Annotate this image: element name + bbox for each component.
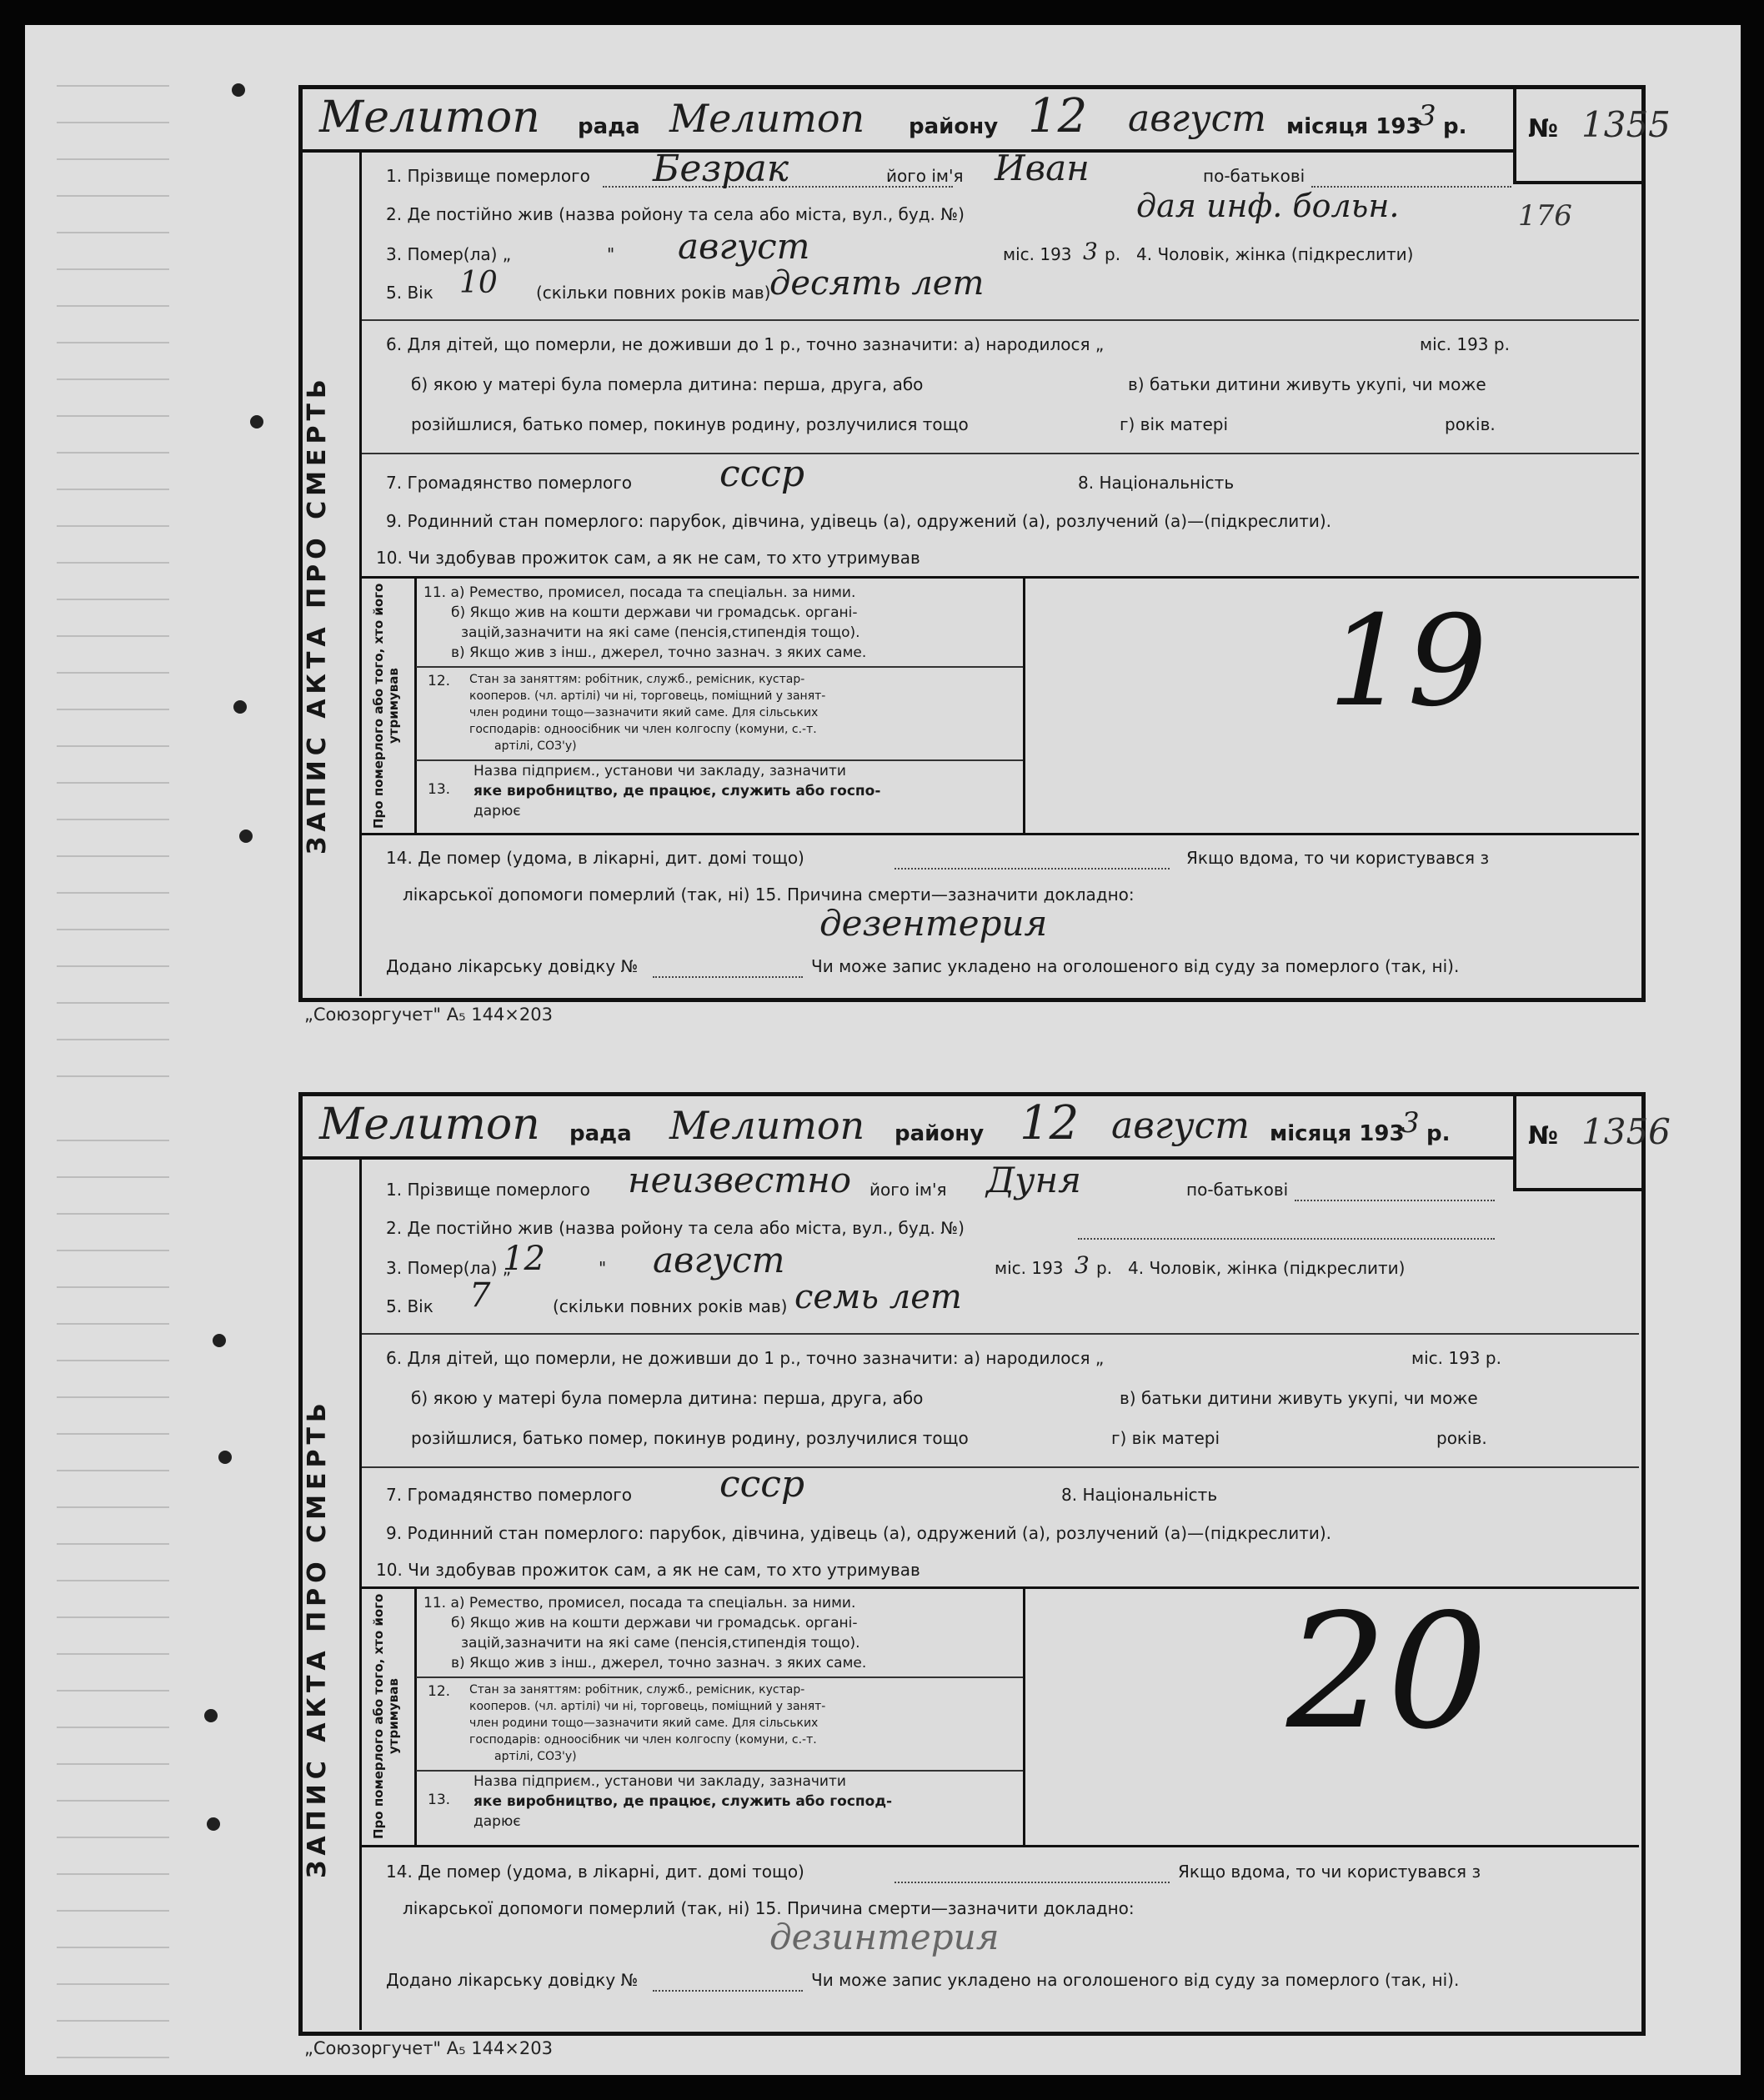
month-handwritten: август xyxy=(1111,1105,1250,1147)
form-1-footer: „Союзоргучет" А₅ 144×203 xyxy=(304,1005,553,1025)
field-6c-mid: г) вік матері xyxy=(1111,1428,1220,1448)
row-divider xyxy=(416,1676,1023,1678)
rayonu-label: району xyxy=(895,1121,985,1146)
field-16-end: Чи може запис укладено на оголошеного від суду за померлого (так, ні). xyxy=(811,956,1460,976)
council-handwritten: Мелитоп xyxy=(319,93,540,143)
surname-handwritten: Безрак xyxy=(653,148,789,190)
field-9-label: 9. Родинний стан померлого: парубок, дівчина, удівець (а), одружений (а), розлучений (а)—(підкреслити). xyxy=(386,1523,1332,1543)
field-6c-end: років. xyxy=(1436,1428,1487,1448)
field-1-label: 1. Прізвище померлого xyxy=(386,1180,590,1200)
section-divider xyxy=(362,833,1639,835)
row-divider xyxy=(362,1333,1639,1335)
age-note: (скільки повних років мав) xyxy=(536,283,771,303)
field-2-line xyxy=(1078,1238,1495,1240)
death-record-form-2 xyxy=(298,1092,1671,2036)
cause-handwritten: дезентерия xyxy=(819,903,1048,944)
field-6a-label: 6. Для дітей, що померли, не доживши до 1 р., точно зазначити: а) народилося „ xyxy=(386,1348,1105,1368)
field-8-label: 8. Національність xyxy=(1061,1485,1218,1505)
age-note: (скільки повних років мав) xyxy=(553,1296,788,1316)
rada-label: рада xyxy=(578,114,640,139)
field-12-num: 12. xyxy=(428,673,451,689)
field-16-line xyxy=(653,1990,803,1992)
death-year-label: міс. 193 xyxy=(995,1258,1064,1278)
citizenship-handwritten: ссср xyxy=(719,1463,805,1506)
field-6c-mid: г) вік матері xyxy=(1120,414,1228,434)
punch-hole xyxy=(233,700,247,714)
field-11b-1: б) Якщо жив на кошти держави чи громадськ. органі- xyxy=(451,604,858,621)
field-14-label: 14. Де помер (удома, в лікарні, дит. домі тощо) xyxy=(386,848,804,868)
record-number-box xyxy=(1513,1096,1671,1191)
section-divider xyxy=(362,576,1639,579)
field-14-label: 14. Де помер (удома, в лікарні, дит. домі тощо) xyxy=(386,1862,804,1882)
field-13-num: 13. xyxy=(428,1792,451,1808)
field-6b-label: б) якою у матері була померла дитина: перша, друга, або xyxy=(411,1388,924,1408)
field-7-label: 7. Громадянство померлого xyxy=(386,473,633,493)
field-1-label: 1. Прізвище померлого xyxy=(386,166,590,186)
field-11c: в) Якщо жив з інш., джерел, точно зазнач. з яких саме. xyxy=(451,1655,867,1671)
name-handwritten: Дуня xyxy=(986,1160,1081,1200)
age-words-handwritten: семь лет xyxy=(794,1278,962,1316)
age-words-handwritten: десять лет xyxy=(769,264,985,303)
name-handwritten: Иван xyxy=(995,148,1090,188)
age-handwritten: 10 xyxy=(459,266,498,300)
death-record-form-1 xyxy=(298,85,1671,1002)
field-16-label: Додано лікарську довідку № xyxy=(386,1970,639,1990)
field-4-label: 4. Чоловік, жінка (підкреслити) xyxy=(1128,1258,1406,1278)
field-9-label: 9. Родинний стан померлого: парубок, дівчина, удівець (а), одружений (а), розлучений (а)—(підкреслити). xyxy=(386,511,1332,531)
council-handwritten: Мелитоп xyxy=(319,1100,540,1150)
year-r-label: р. xyxy=(1426,1121,1451,1146)
sub-divider xyxy=(414,578,417,833)
field-10-label: 10. Чи здобував прожиток сам, а як не сам, то хто утримував xyxy=(376,1560,920,1580)
side-divider xyxy=(359,153,362,996)
form-header xyxy=(303,89,1513,153)
record-number-box xyxy=(1513,89,1671,233)
field-2-label: 2. Де постійно жив (назва ройону та села або міста, вул., буд. №) xyxy=(386,204,965,224)
number-sign: № xyxy=(1528,114,1559,143)
death-day-handwritten: 12 xyxy=(503,1240,545,1278)
death-year-r-label: р. xyxy=(1105,244,1121,264)
rada-label: рада xyxy=(569,1121,632,1146)
field-13-num: 13. xyxy=(428,781,451,798)
punch-hole xyxy=(232,83,245,97)
field-6a-end: міс. 193 р. xyxy=(1420,334,1510,354)
punch-hole xyxy=(207,1817,220,1831)
punch-hole xyxy=(213,1334,226,1347)
patronymic-label: по-батькові xyxy=(1186,1180,1289,1200)
row-divider xyxy=(362,453,1639,454)
side-divider xyxy=(359,1160,362,2030)
citizenship-handwritten: ссср xyxy=(719,453,805,495)
punch-hole xyxy=(250,415,263,429)
ruled-margin-top xyxy=(57,50,169,1080)
day-handwritten: 12 xyxy=(1020,1096,1080,1150)
entry-number-handwritten: 19 xyxy=(1328,589,1487,734)
name-label: його ім'я xyxy=(886,166,964,186)
field-11c: в) Якщо жив з інш., джерел, точно зазнач. з яких саме. xyxy=(451,644,867,661)
record-number-handwritten: 1355 xyxy=(1581,104,1671,145)
death-month-handwritten: август xyxy=(653,1240,785,1281)
side-title: ЗАПИС АКТА ПРО СМЕРТЬ xyxy=(303,1398,332,1878)
field-12-line-2: кооперов. (чл. артілі) чи ні, торговець, поміщний у занят- xyxy=(469,689,826,703)
sub-side-title: Про померлого або того, хто його утримував xyxy=(371,1593,401,1840)
field-14b-label: лікарської допомоги померлий (так, ні) 15. Причина смерти—зазначити докладно: xyxy=(403,885,1135,905)
district-handwritten: Мелитоп xyxy=(669,96,865,141)
number-sign: № xyxy=(1528,1121,1559,1150)
field-12-line-1: Стан за заняттям: робітник, служб., ремісник, кустар- xyxy=(469,673,805,686)
ruled-margin-bottom xyxy=(57,1105,169,2063)
answer-column-divider xyxy=(1023,578,1025,833)
field-12-line-1: Стан за заняттям: робітник, служб., ремісник, кустар- xyxy=(469,1683,805,1697)
death-year-label: міс. 193 xyxy=(1003,244,1072,264)
field-6a-label: 6. Для дітей, що померли, не доживши до 1 р., точно зазначити: а) народилося „ xyxy=(386,334,1105,354)
entry-number-handwritten: 20 xyxy=(1286,1580,1488,1764)
residence-handwritten: дая инф. больн. xyxy=(1136,188,1400,224)
field-12-line-5: артілі, СОЗ'у) xyxy=(494,1750,577,1763)
field-14-end: Якщо вдома, то чи користувався з xyxy=(1186,848,1490,868)
field-12-line-3: член родини тощо—зазначити який саме. Для сільських xyxy=(469,1717,819,1730)
field-14-line xyxy=(895,868,1170,870)
field-6c-label: розійшлися, батько помер, покинув родину, розлучилися тощо xyxy=(411,414,969,434)
field-12-line-5: артілі, СОЗ'у) xyxy=(494,739,577,753)
field-11a: 11. а) Ремество, промисел, посада та спеціальн. за ними. xyxy=(423,584,856,601)
death-year-handwritten: 3 xyxy=(1083,238,1098,265)
field-2-label: 2. Де постійно жив (назва ройону та села або міста, вул., буд. №) xyxy=(386,1218,965,1238)
surname-handwritten: неизвестно xyxy=(628,1160,852,1200)
field-13-line-1: Назва підприєм., установи чи закладу, зазначити xyxy=(474,1773,846,1790)
field-6a-end: міс. 193 р. xyxy=(1411,1348,1501,1368)
field-16-label: Додано лікарську довідку № xyxy=(386,956,639,976)
field-13-line-1: Назва підприєм., установи чи закладу, зазначити xyxy=(474,763,846,779)
row-divider xyxy=(362,1466,1639,1468)
sub-divider xyxy=(414,1588,417,1845)
field-3-quote: " xyxy=(599,1258,607,1278)
patronymic-label: по-батькові xyxy=(1203,166,1305,186)
patronymic-line xyxy=(1295,1200,1495,1201)
punch-hole xyxy=(204,1709,218,1722)
field-12-line-2: кооперов. (чл. артілі) чи ні, торговець, поміщний у занят- xyxy=(469,1700,826,1713)
field-3-quote: " xyxy=(607,244,615,264)
field-11b-1: б) Якщо жив на кошти держави чи громадськ. органі- xyxy=(451,1615,858,1631)
month-label: місяця 193 xyxy=(1286,114,1421,139)
field-6b-label: б) якою у матері була померла дитина: перша, друга, або xyxy=(411,374,924,394)
field-14-line xyxy=(895,1882,1170,1883)
month-handwritten: август xyxy=(1128,98,1266,140)
row-divider xyxy=(362,319,1639,321)
field-14b-label: лікарської допомоги померлий (так, ні) 15. Причина смерти—зазначити докладно: xyxy=(403,1898,1135,1918)
field-7-label: 7. Громадянство померлого xyxy=(386,1485,633,1505)
day-handwritten: 12 xyxy=(1028,89,1088,143)
field-13-line-2: яке виробництво, де працює, служить або госпо- xyxy=(474,783,881,799)
district-handwritten: Мелитоп xyxy=(669,1103,865,1148)
field-11a: 11. а) Ремество, промисел, посада та спеціальн. за ними. xyxy=(423,1595,856,1611)
field-12-line-3: член родини тощо—зазначити який саме. Для сільських xyxy=(469,706,819,719)
form-header xyxy=(303,1096,1513,1160)
death-year-r-label: р. xyxy=(1096,1258,1113,1278)
field-10-label: 10. Чи здобував прожиток сам, а як не сам, то хто утримував xyxy=(376,548,920,568)
field-5-label: 5. Вік xyxy=(386,283,433,303)
sub-side-title: Про померлого або того, хто його утримував xyxy=(371,583,401,829)
field-16-end: Чи може запис укладено на оголошеного від суду за померлого (так, ні). xyxy=(811,1970,1460,1990)
year-r-label: р. xyxy=(1443,114,1467,139)
field-3-label: 3. Помер(ла) „ xyxy=(386,244,512,264)
cause-handwritten: дезинтерия xyxy=(769,1917,1000,1957)
field-6b-end: в) батьки дитини живуть укупі, чи може xyxy=(1128,374,1486,394)
answer-column-divider xyxy=(1023,1588,1025,1845)
year-handwritten: 3 xyxy=(1418,99,1436,133)
field-16-line xyxy=(653,976,803,978)
form-2-footer: „Союзоргучет" А₅ 144×203 xyxy=(304,2038,553,2058)
field-11b-2: зацій,зазначити на які саме (пенсія,стипендія тощо). xyxy=(461,1635,860,1651)
field-12-num: 12. xyxy=(428,1683,451,1700)
field-6c-label: розійшлися, батько помер, покинув родину, розлучилися тощо xyxy=(411,1428,969,1448)
field-11b-2: зацій,зазначити на які саме (пенсія,стипендія тощо). xyxy=(461,624,860,641)
field-5-label: 5. Вік xyxy=(386,1296,433,1316)
row-divider xyxy=(416,666,1023,668)
death-month-handwritten: август xyxy=(678,226,810,267)
punch-hole xyxy=(218,1451,232,1464)
record-number-handwritten: 1356 xyxy=(1581,1111,1671,1152)
field-12-line-4: господарів: одноосібник чи член колгоспу (комуни, с.-т. xyxy=(469,723,817,736)
field-13-line-2: яке виробництво, де працює, служить або господ- xyxy=(474,1793,893,1810)
field-6b-end: в) батьки дитини живуть укупі, чи може xyxy=(1120,1388,1478,1408)
name-label: його ім'я xyxy=(869,1180,947,1200)
row-divider xyxy=(416,1770,1023,1772)
field-3-label: 3. Помер(ла) „ xyxy=(386,1258,512,1278)
field-13-line-3: дарює xyxy=(474,1813,521,1830)
row-divider xyxy=(416,759,1023,761)
extra-number-handwritten: 176 xyxy=(1518,199,1572,233)
death-year-handwritten: 3 xyxy=(1075,1251,1090,1279)
field-12-line-4: господарів: одноосібник чи член колгоспу (комуни, с.-т. xyxy=(469,1733,817,1747)
year-handwritten: 3 xyxy=(1401,1106,1420,1140)
age-handwritten: 7 xyxy=(469,1276,491,1315)
field-13-line-3: дарює xyxy=(474,803,521,819)
field-8-label: 8. Національність xyxy=(1078,473,1235,493)
rayonu-label: району xyxy=(909,114,999,139)
side-title: ЗАПИС АКТА ПРО СМЕРТЬ xyxy=(303,374,332,855)
field-4-label: 4. Чоловік, жінка (підкреслити) xyxy=(1136,244,1414,264)
punch-hole xyxy=(239,829,253,843)
field-14-end: Якщо вдома, то чи користувався з xyxy=(1178,1862,1481,1882)
month-label: місяця 193 xyxy=(1270,1121,1405,1146)
section-divider xyxy=(362,1845,1639,1847)
field-6c-end: років. xyxy=(1445,414,1496,434)
